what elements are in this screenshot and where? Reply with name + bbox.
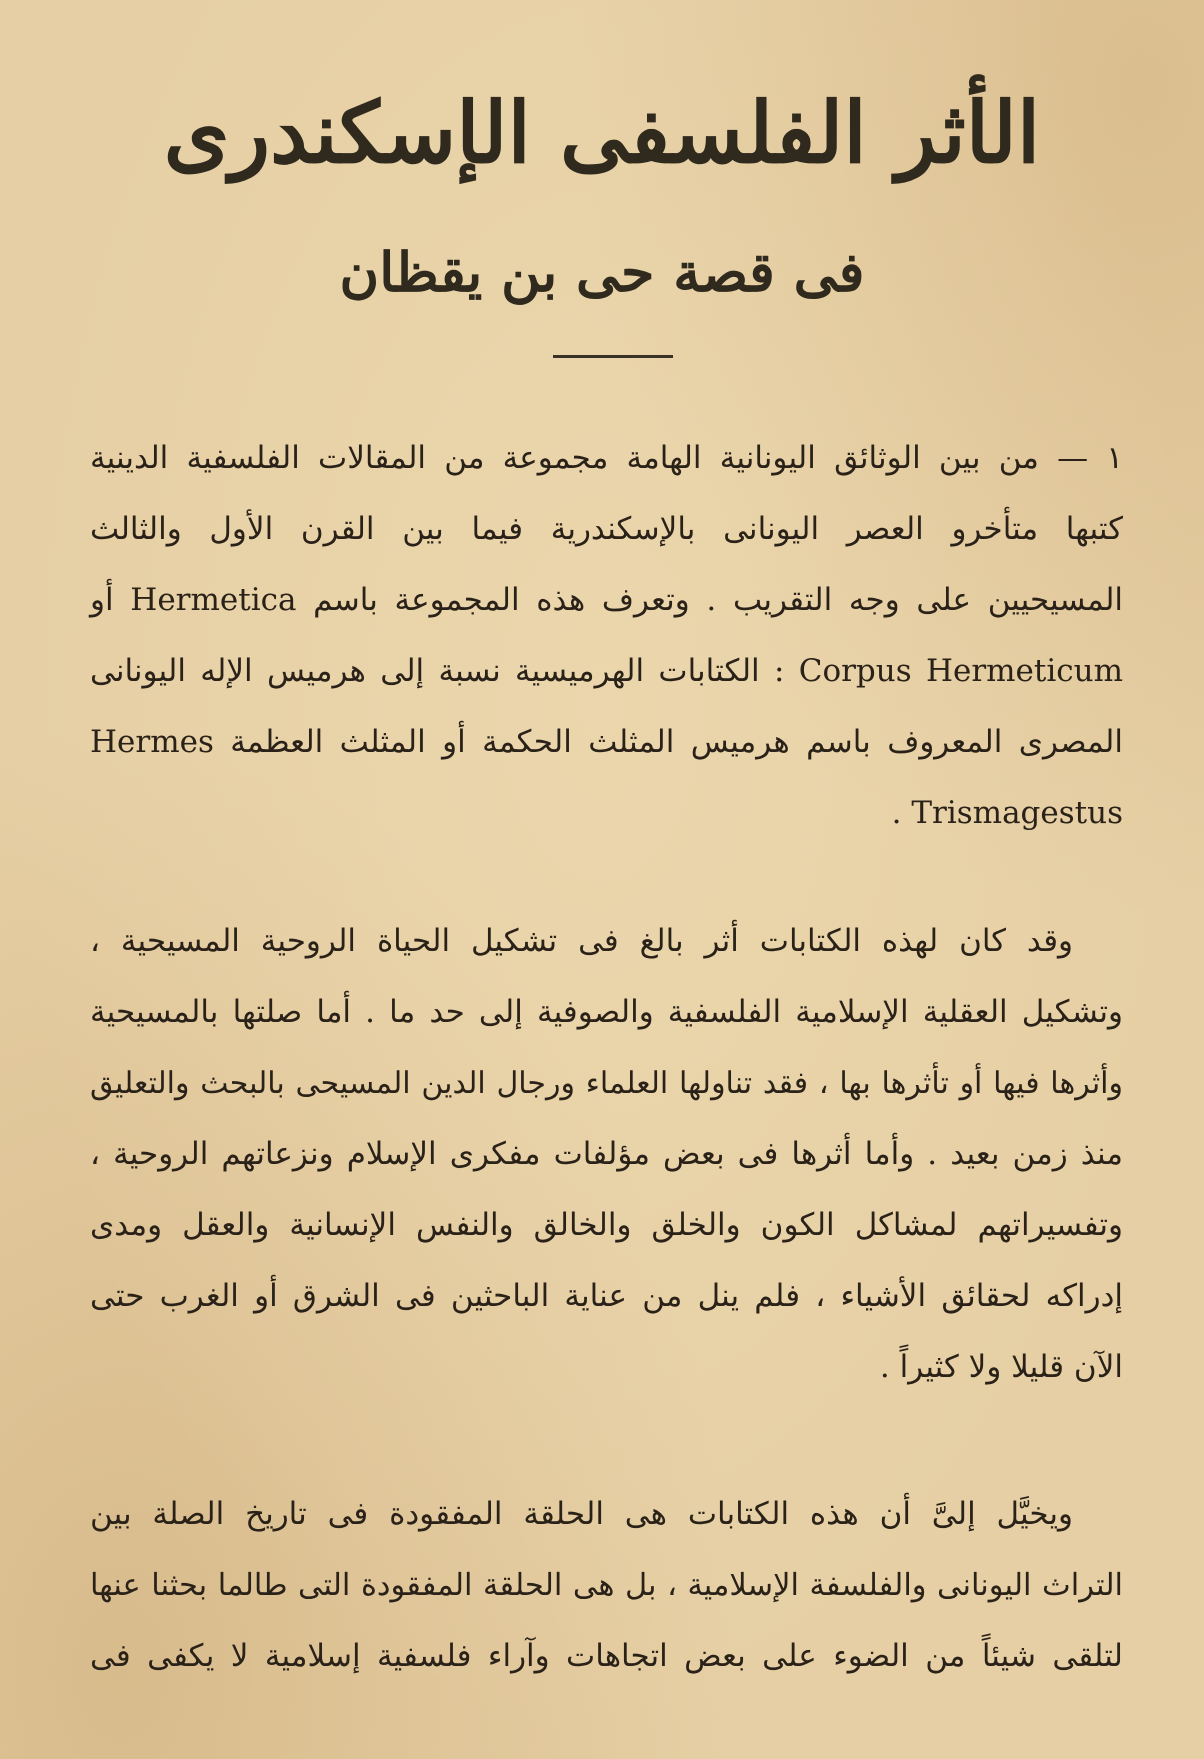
paragraph-line: ويخيَّل إلىَّ أن هذه الكتابات هى الحلقة المفقودة فى تاريخ الصلة بين [90,1496,1073,1532]
paragraph-line: Corpus Hermeticum : الكتابات الهرميسية نسبة إلى هرميس الإله اليونانى [90,653,1123,689]
paragraph-line: الآن قليلا ولا كثيراً . [879,1349,1123,1385]
paragraph-line: وتشكيل العقلية الإسلامية الفلسفية والصوفية إلى حد ما . أما صلتها بالمسيحية [90,994,1123,1030]
paragraph-line: المصرى المعروف باسم هرميس المثلث الحكمة أو المثلث العظمة Hermes [90,724,1123,760]
paragraph-line: ١ — من بين الوثائق اليونانية الهامة مجموعة من المقالات الفلسفية الدينية [90,440,1123,476]
page-subtitle: فى قصة حى بن يقظان [339,240,865,304]
paragraph-1 [90,423,1123,849]
paragraph-line: وأثرها فيها أو تأثرها بها ، فقد تناولها العلماء ورجال الدين المسيحى بالبحث والتعليق [90,1066,1123,1101]
page-title: الأثر الفلسفى الإسكندرى [163,83,1041,182]
paragraph-line: وتفسيراتهم لمشاكل الكون والخلق والخالق والنفس الإنسانية والعقل ومدى [90,1207,1123,1243]
paragraph-line: المسيحيين على وجه التقريب . وتعرف هذه المجموعة باسم Hermetica أو [90,582,1124,618]
paragraph-line: منذ زمن بعيد . وأما أثرها فى بعض مؤلفات مفكرى الإسلام ونزعاتهم الروحية ، [90,1136,1123,1172]
paragraph-3 [90,1479,1123,1692]
paragraph-line: كتبها متأخرو العصر اليونانى بالإسكندرية فيما بين القرن الأول والثالث [90,511,1123,547]
paragraph-line: لتلقى شيئاً من الضوء على بعض اتجاهات وآراء فلسفية إسلامية لا يكفى فى [90,1638,1123,1674]
paragraph-2 [90,906,1123,1403]
paragraph-line: إدراكه لحقائق الأشياء ، فلم ينل من عناية الباحثين فى الشرق أو الغرب حتى [90,1278,1123,1314]
title-divider [553,355,673,358]
paragraph-line: التراث اليونانى والفلسفة الإسلامية ، بل هى الحلقة المفقودة التى طالما بحثنا عنها [90,1568,1123,1603]
paragraph-line: وقد كان لهذه الكتابات أثر بالغ فى تشكيل الحياة الروحية المسيحية ، [90,923,1073,959]
paragraph-line: Trismagestus . [891,795,1123,831]
